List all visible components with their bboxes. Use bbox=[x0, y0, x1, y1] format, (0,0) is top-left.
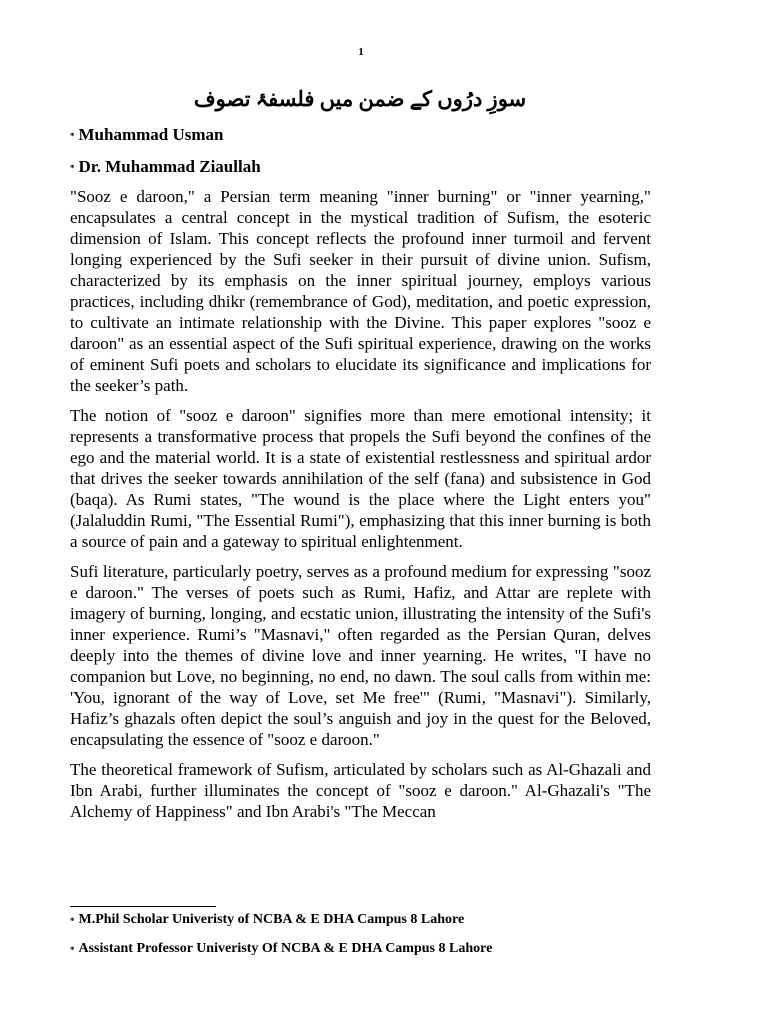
paragraph-1: "Sooz e daroon," a Persian term meaning "inner burning" or "inner yearning," encapsulates a central concept in the mystical tradition of Sufism, the esoteric dimension of Islam. This concept reflects the profound inner turmoil and fervent longing experienced by the Sufi seeker in their pursuit of divine union. Sufism, characterized by its emphasis on the inner spiritual journey, employs various practices, including dhikr (remembrance of God), meditation, and poetic expression, to cultivate an intimate relationship with the Divine. This paper explores "sooz e daroon" as an essential aspect of the Sufi spiritual experience, drawing on the works of eminent Sufi poets and scholars to elucidate its significance and implications for the seeker’s path. bbox=[70, 187, 651, 395]
author-2 bbox=[70, 156, 261, 178]
author-1-name: Muhammad Usman bbox=[78, 125, 224, 144]
paragraph-4: The theoretical framework of Sufism, articulated by scholars such as Al-Ghazali and Ibn Arabi, further illuminates the concept of "sooz e daroon." Al-Ghazali's "The Alchemy of Happiness" and Ibn Arabi's "The Meccan bbox=[70, 760, 651, 821]
paragraph-2: The notion of "sooz e daroon" signifies more than mere emotional intensity; it represents a transformative process that propels the Sufi beyond the confines of the ego and the material world. It is a state of existential restlessness and spiritual ardor that drives the seeker towards annihilation of the self (fana) and subsistence in God (baqa). As Rumi states, "The wound is the place where the Light enters you" (Jalaluddin Rumi, "The Essential Rumi"), emphasizing that this inner burning is both a source of pain and a gateway to spiritual enlightenment. bbox=[70, 406, 651, 551]
footnote-2-marker: * bbox=[70, 945, 75, 955]
footnote-1-marker: * bbox=[70, 916, 75, 926]
footnote-2-text: Assistant Professor Univeristy Of NCBA & E DHA Campus 8 Lahore bbox=[78, 941, 493, 956]
footnote-1-text: M.Phil Scholar Univeristy of NCBA & E DHA Campus 8 Lahore bbox=[78, 912, 465, 927]
footnote-2 bbox=[70, 940, 492, 958]
author-1 bbox=[70, 124, 224, 146]
author-2-marker: * bbox=[70, 163, 75, 173]
paragraph-3: Sufi literature, particularly poetry, serves as a profound medium for expressing "sooz e daroon." The verses of poets such as Rumi, Hafiz, and Attar are replete with imagery of burning, longing, and ecstatic union, illustrating the intensity of the Sufi's inner experience. Rumi’s "Masnavi," often regarded as the Persian Quran, delves deeply into the themes of divine love and inner yearning. He writes, "I have no companion but Love, no beginning, no end, no dawn. The soul calls from within me: 'You, ignorant of the way of Love, set Me free'" (Rumi, "Masnavi"). Similarly, Hafiz’s ghazals often depict the soul’s anguish and joy in the quest for the Beloved, encapsulating the essence of "sooz e daroon." bbox=[70, 562, 651, 749]
author-2-name: Dr. Muhammad Ziaullah bbox=[78, 157, 261, 176]
author-1-marker: * bbox=[70, 131, 75, 141]
page-title: سوزِ درُوں کے ضمن میں فلسفۂ تصوف bbox=[193, 87, 527, 111]
body-text bbox=[70, 186, 651, 831]
footnote-1 bbox=[70, 911, 464, 929]
page-number: 1 bbox=[358, 46, 364, 58]
footnote-divider bbox=[70, 906, 216, 907]
